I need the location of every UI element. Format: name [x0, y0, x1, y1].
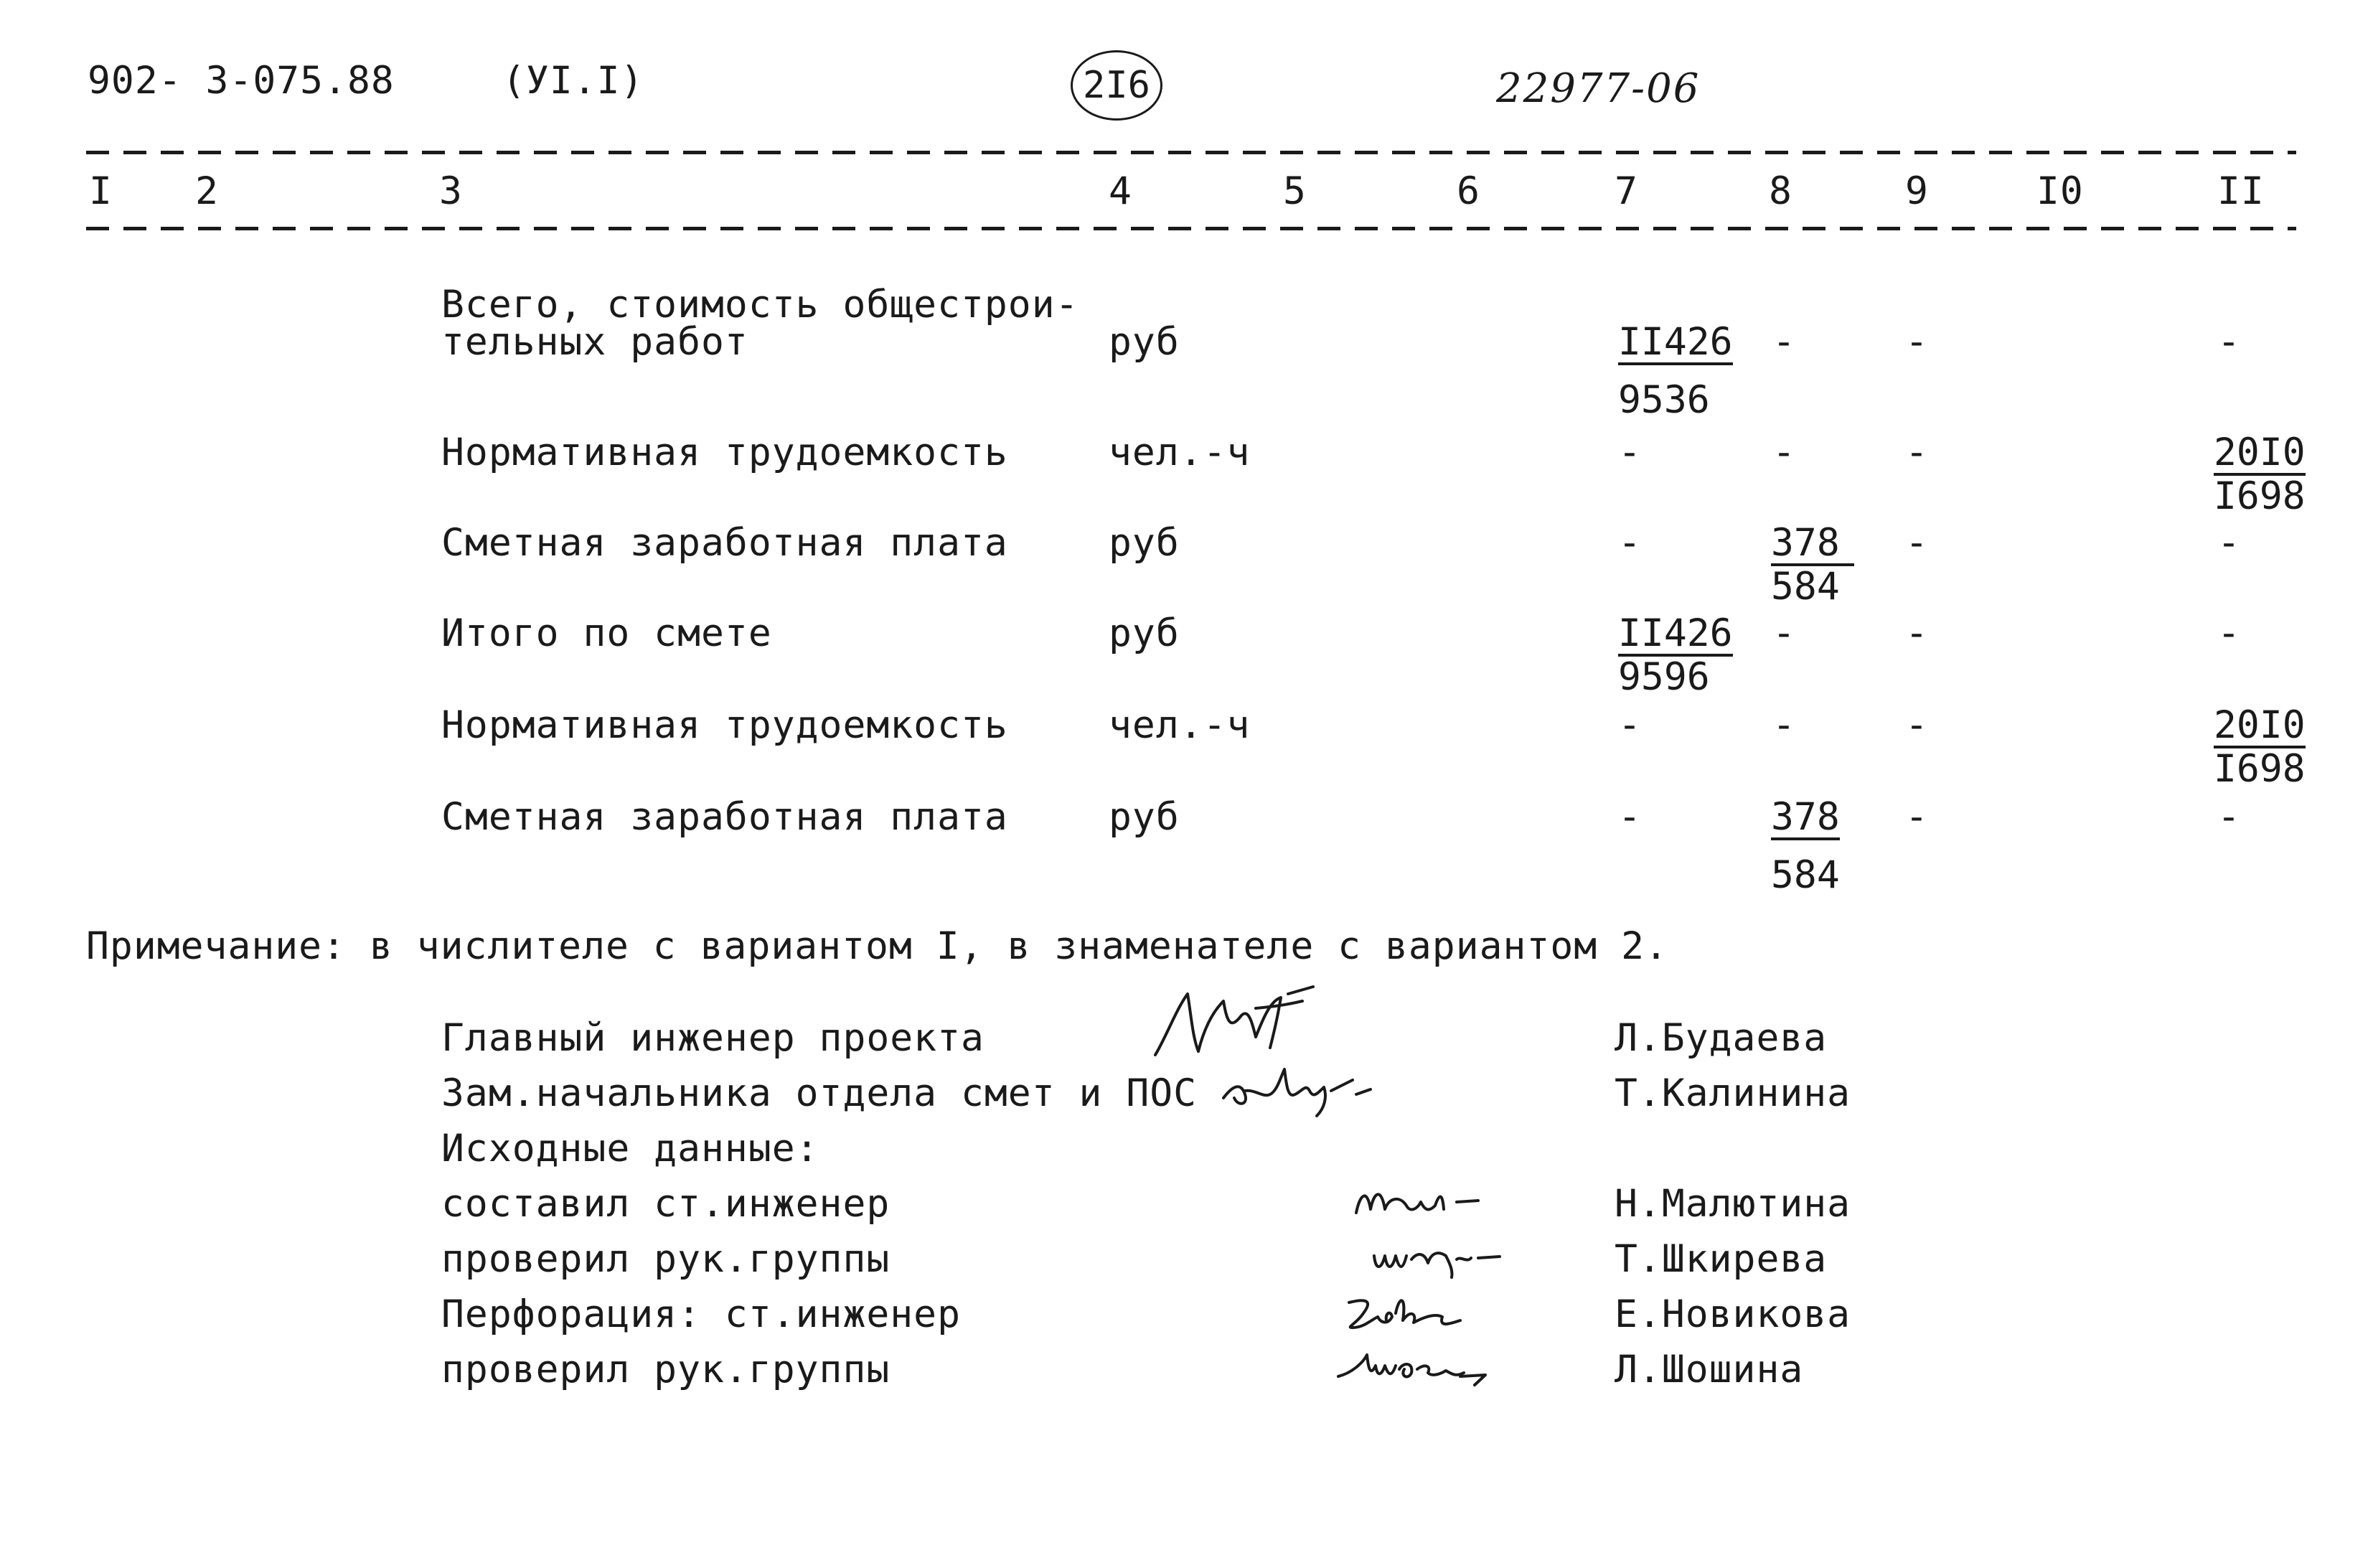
row-2-col-9-value: - [1905, 431, 1928, 474]
row-1-col-11-value: - [2217, 320, 2240, 364]
row-3-col-11-value: - [2217, 521, 2240, 565]
signature-name-7: Л.Шошина [1615, 1348, 1804, 1391]
row-1-col-8-value: - [1772, 320, 1795, 364]
row-6-col-8-value [1771, 795, 1840, 897]
row-5-col-8-value: - [1772, 703, 1795, 747]
row-6-col-8-numerator: 378 [1771, 795, 1840, 839]
row-4-col-8-value: - [1772, 611, 1795, 655]
row-6-col-7-value: - [1618, 795, 1641, 839]
row-3-col-8-denominator: 584 [1771, 565, 1840, 609]
row-6-col-8-denominator: 584 [1771, 853, 1840, 897]
row-4-unit: руб [1109, 611, 1180, 655]
signature-role-5: проверил рук.группы [441, 1237, 891, 1281]
row-5-name: Нормативная трудоемкость [441, 703, 1008, 747]
row-2-name: Нормативная трудоемкость [441, 431, 1008, 474]
column-number-9: 9 [1905, 169, 1929, 213]
handwritten-signature-deputy-head [1216, 1055, 1381, 1119]
row-2-col-7-value: - [1618, 431, 1641, 474]
column-number-5: 5 [1283, 169, 1307, 213]
column-number-11: II [2217, 169, 2265, 213]
signature-section-heading: Исходные данные: [441, 1127, 819, 1170]
header-rule-bottom [86, 227, 2296, 230]
row-5-col-9-value: - [1905, 703, 1928, 747]
signature-role-6: Перфорация: ст.инженер [441, 1292, 961, 1336]
row-3-unit: руб [1109, 521, 1180, 565]
page-number: 2I6 [1071, 50, 1162, 121]
column-number-6: 6 [1457, 169, 1480, 213]
signature-name-6: Е.Новикова [1615, 1292, 1851, 1336]
row-3-name: Сметная заработная плата [441, 521, 1008, 565]
row-2-unit: чел.-ч [1109, 431, 1251, 474]
row-1-unit: руб [1109, 320, 1180, 364]
signature-role-4: составил ст.инженер [441, 1182, 891, 1226]
row-1-col-7-value [1618, 320, 1733, 422]
row-3-col-8-numerator: 378 [1771, 524, 1854, 566]
signature-role-7: проверил рук.группы [441, 1348, 891, 1391]
row-2-col-11-numerator: 20I0 [2214, 431, 2306, 474]
handwritten-mark-malyutina [1349, 1177, 1485, 1227]
column-number-10: I0 [2036, 169, 2084, 213]
handwritten-mark-shoshina [1331, 1341, 1510, 1391]
row-3-col-7-value: - [1618, 521, 1641, 565]
signature-role-1: Главный инженер проекта [441, 1016, 985, 1060]
inventory-number: 22977-06 [1496, 65, 1701, 112]
row-4-name: Итого по смете [441, 611, 772, 655]
column-number-2: 2 [195, 169, 219, 213]
row-1-name-line-2: тельных работ [441, 320, 748, 364]
signature-name-4: Н.Малютина [1615, 1182, 1851, 1226]
row-4-col-7-numerator: II426 [1618, 611, 1733, 655]
row-4-col-7-denominator: 9596 [1618, 655, 1710, 699]
signature-name-2: Т.Калинина [1615, 1071, 1851, 1115]
handwritten-mark-novikova [1335, 1288, 1485, 1338]
row-5-col-11-value [2214, 703, 2306, 791]
row-6-col-11-value: - [2217, 795, 2240, 839]
handwritten-signature-chief-engineer [1148, 980, 1328, 1066]
row-4-col-9-value: - [1905, 611, 1928, 655]
column-number-1: I [89, 169, 113, 213]
row-3-col-9-value: - [1905, 521, 1928, 565]
row-3-col-8-value [1771, 521, 1854, 609]
row-1-name-line-1: Всего, стоимость общестрои- [441, 283, 1079, 327]
row-2-col-8-value: - [1772, 431, 1795, 474]
note: Примечание: в числителе с вариантом I, в знаменателе с вариантом 2. [86, 924, 1668, 968]
row-6-col-9-value: - [1905, 795, 1928, 839]
row-4-col-7-value [1618, 611, 1733, 699]
column-number-7: 7 [1615, 169, 1638, 213]
column-number-3: 3 [439, 169, 463, 213]
document-code: 902- 3-075.88 [88, 59, 395, 103]
row-2-col-11-value [2214, 431, 2306, 518]
row-4-col-11-value: - [2217, 611, 2240, 655]
row-5-col-11-denominator: I698 [2214, 747, 2306, 791]
signature-name-5: Т.Шкирева [1615, 1237, 1828, 1281]
row-5-unit: чел.-ч [1109, 703, 1251, 747]
row-5-col-7-value: - [1618, 703, 1641, 747]
row-6-unit: руб [1109, 795, 1180, 839]
column-number-8: 8 [1769, 169, 1792, 213]
row-5-col-11-numerator: 20I0 [2214, 703, 2306, 747]
handwritten-mark-shkireva [1367, 1231, 1503, 1281]
row-1-col-7-numerator: II426 [1618, 320, 1733, 364]
row-6-name: Сметная заработная плата [441, 795, 1008, 839]
signature-name-1: Л.Будаева [1615, 1016, 1828, 1060]
header-rule-top [86, 151, 2296, 154]
column-number-4: 4 [1109, 169, 1132, 213]
signature-role-2: Зам.начальника отдела смет и ПОС [441, 1071, 1198, 1115]
album-number: (УI.I) [502, 59, 644, 103]
row-1-col-9-value: - [1905, 320, 1928, 364]
row-2-col-11-denominator: I698 [2214, 474, 2306, 518]
row-1-col-7-denominator: 9536 [1618, 378, 1710, 422]
